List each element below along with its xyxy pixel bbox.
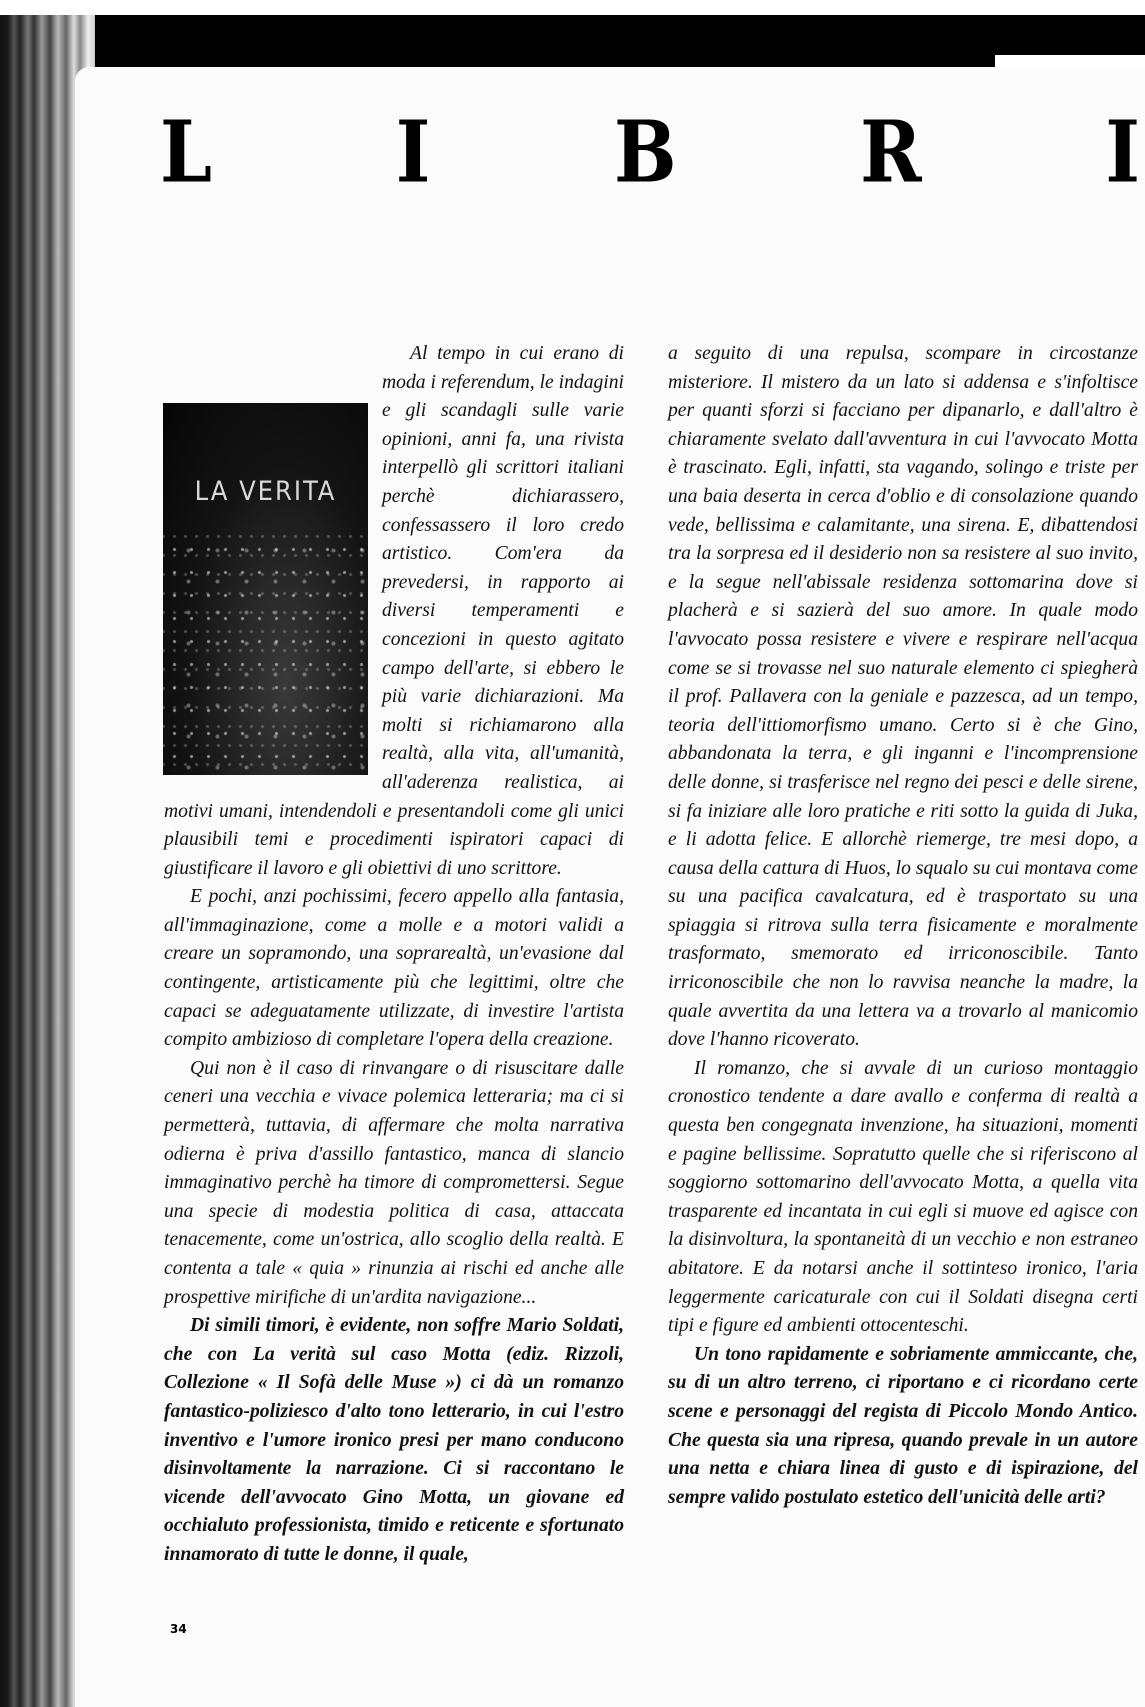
article-paragraph: Un tono rapidamente e sobriamente ammiccante, che, su di un altro terreno, ci riportano e ci ricordano certe scene e personaggi del regista di Piccolo Mondo Antico. Che questa sia una ripresa, quando prevale in un autore una netta e chiara linea di gusto e di ispirazione, del sempre valido postulato estetico dell'unicità delle arti? xyxy=(668,1343,1138,1508)
article-paragraph: a seguito di una repulsa, scompare in circostanze misteriore. Il mistero da un lato si addensa e s'infoltisce per quanti sforzi si facciano per dipanarlo, e dall'altro è chiaramente svelato dall'avventura in cui l'avvocato Motta è trascinato. Egli, infatti, sta vagando, solingo e triste per una baia deserta in cerca d'oblio e di consolazione quando vede, bellissima e calamitante, una sirena. E, dibattendosi tra la sorpresa ed il desiderio non sa resistere al suo invito, e la segue nell'abissale residenza sottomarina dove si placherà e si sazierà del suo amore. In quale modo l'avvocato possa resistere e vivere e respirare nell'acqua come se si trovasse nel suo naturale elemento ci spiegherà il prof. Pallavera con la geniale e pazzesca, ad un tempo, teoria dell'ittiomorfismo umano. Certo si è che Gino, abbandonata la terra, e gli inganni e l'incomprensione delle donne, si trasferisce nel regno dei pesci e delle sirene, si fa iniziare alle loro pratiche e riti sotto la guida di Juka, e li adotta felice. E allorchè riemerge, tre mesi dopo, a causa della cattura di Huos, lo squalo su cui montava come su una pacifica cavalcatura, ed è trasportato su una spiaggia si ritrova sulla terra fisicamente e moralmente trasformato, smemorato ed irriconoscibile. Tanto irriconoscibile che non lo ravvisa neanche la madre, la quale avvertita da una lettera va a trovarlo al manicomio dove l'hanno ricoverato. xyxy=(668,343,1138,1051)
title-letter: L xyxy=(160,103,213,203)
title-letter: B xyxy=(613,103,677,203)
title-letter: I xyxy=(1105,103,1140,203)
book-cover-image xyxy=(163,403,368,775)
page-number: 34 xyxy=(170,1622,187,1636)
article-paragraph: Qui non è il caso di rinvangare o di risuscitare dalle ceneri una vecchia e vivace polemica letteraria; ma ci si permetterà, tuttavia, di affermare che molta narrativa odierna è priva d'assillo fantastico, manca di slancio immaginativo perchè ha timore di compromettersi. Segue una specie di modestia politica di casa, attaccata tenacemente, come un'ostrica, allo scoglio della realtà. E contenta a tale « quia » rinunzia ai rischi ed anche alle prospettive mirifiche di un'ardita navigazione... xyxy=(164,1057,624,1308)
section-title xyxy=(160,103,1140,203)
left-column xyxy=(164,340,624,1570)
article-paragraph: Il romanzo, che si avvale di un curioso montaggio cronostico tendente a dare avallo e conferma di realtà a questa ben congegnata invenzione, ha situazioni, momenti e pagine bellissime. Sopratutto quelle che si riferiscono al soggiorno sottomarino dell'avvocato Motta, a quella vita trasparente ed incantata in cui egli si muove ed agisce con la disinvoltura, la spontaneità di un vecchio e non estraneo abitatore. E da notarsi anche il sottinteso ironico, l'aria leggermente caricaturale con cui il Soldati disegna certi tipi e figure ed ambienti ottocenteschi. xyxy=(668,1057,1138,1337)
article-paragraph: Di simili timori, è evidente, non soffre Mario Soldati, che con La verità sul caso Motta (ediz. Rizzoli, Collezione « Il Sofà delle Muse ») ci dà un romanzo fantastico-poliziesco d'alto tono letterario, in cui l'estro inventivo e l'umore ironico presi per mano conducono disinvoltamente la narrazione. Ci si raccontano le vicende dell'avvocato Gino Motta, un giovane ed occhialuto professionista, timido e reticente e sfortunato innamorato di tutte le donne, il quale, xyxy=(164,1315,624,1565)
article-paragraph: Al tempo in cui erano di moda i referendum, le indagini e gli scandagli sulle varie opinioni, anni fa, una rivista interpellò gli scrittori italiani perchè dichiarassero, confessassero il loro credo artistico. Com'era da prevedersi, in rapporto ai diversi temperamenti e concezioni in questo agitato campo dell'arte, si ebbero le più varie dichiarazioni. Ma molti si richiamarono alla realtà, alla vita, all'umanità, all'aderenza realistica, ai motivi umani, intendendoli e presentandoli come gli unici plausibili temi e procedimenti ispiratori capaci di giustificare il lavoro e gli obiettivi di uno scrittore. xyxy=(164,343,624,879)
title-letter: I xyxy=(395,103,431,203)
book-cover-title: LA VERITA xyxy=(194,476,337,507)
article-paragraph: E pochi, anzi pochissimi, fecero appello alla fantasia, all'immaginazione, come a molle e a motori validi a creare un sopramondo, una soprarealtà, un'evasione dal contingente, artisticamente più che legittimi, oltre che capaci se adeguatamente utilizzate, di investire l'artista compito ambizioso di completare l'opera della creazione. xyxy=(164,886,624,1051)
right-column xyxy=(668,340,1138,1512)
top-black-band xyxy=(0,15,1145,67)
title-letter: R xyxy=(860,103,922,203)
